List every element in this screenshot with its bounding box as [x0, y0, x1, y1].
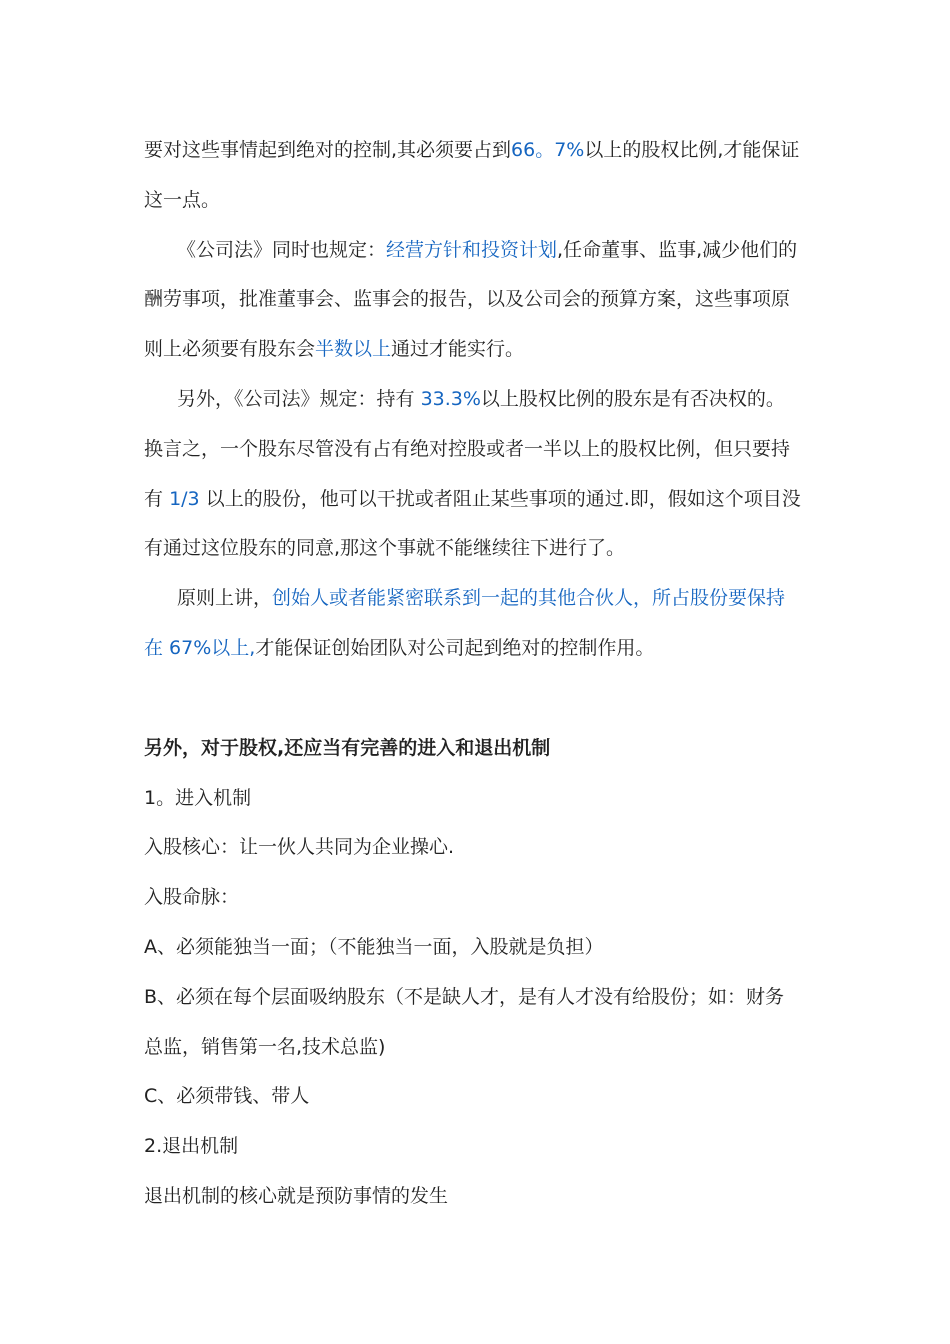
- text: 换言之，一个股东尽管没有占有绝对控股或者一半以上的股权比例，但只要持: [144, 437, 791, 460]
- text: 以上的股份，他可以干扰或者阻止某些事项的通过.即，假如这个项目没: [205, 487, 801, 510]
- text: 则上必须要有股东会: [144, 338, 316, 361]
- text: 1。进入机制: [144, 786, 252, 809]
- spacer: [144, 674, 808, 724]
- section-heading: [144, 724, 808, 774]
- list-item-a: [144, 923, 808, 973]
- text: 原则上讲，: [177, 587, 273, 610]
- text: A、必须能独当一面；（不能独当一面，入股就是负担）: [144, 935, 604, 958]
- entry-lifeline: [144, 873, 808, 923]
- entry-core: [144, 823, 808, 873]
- highlight-text: 创始人或者能紧密联系到一起的其他合伙人，所占股份要保持: [272, 587, 786, 610]
- highlight-text: 1/3: [169, 487, 200, 510]
- exit-mechanism-title: [144, 1122, 808, 1172]
- text: 入股命脉：: [144, 886, 240, 909]
- paragraph-3-line-1: [144, 375, 808, 425]
- paragraph-2-line-3: [144, 325, 808, 375]
- text: 要对这些事情起到绝对的控制,其必须要占到: [144, 139, 512, 161]
- list-item-b-line-1: [144, 973, 808, 1023]
- text: ,任命董事、监事,减少他们的: [557, 238, 798, 261]
- highlight-text: 在 67%以上,: [144, 636, 256, 659]
- text: 通过才能实行。: [391, 338, 525, 361]
- text: 这一点。: [144, 188, 221, 211]
- text: 才能保证创始团队对公司起到绝对的控制作用。: [255, 636, 655, 659]
- text: 以上的股权比例,才能保证: [584, 139, 800, 161]
- list-item-b-line-2: [144, 1023, 808, 1073]
- paragraph-3-line-3: [144, 475, 808, 525]
- paragraph-2-line-2: [144, 275, 808, 325]
- text: 退出机制的核心就是预防事情的发生: [144, 1184, 449, 1207]
- document-page: [144, 126, 808, 1222]
- paragraph-2-line-1: [144, 226, 808, 276]
- paragraph-4-line-1: [144, 574, 808, 624]
- paragraph-1-line-1: [144, 126, 808, 176]
- text: B、必须在每个层面吸纳股东（不是缺人才，是有人才没有给股份；如：财务: [144, 985, 785, 1008]
- text: 入股核心：让一伙人共同为企业操心.: [144, 836, 455, 859]
- highlight-text: 66。7%: [511, 139, 585, 161]
- exit-core: [144, 1172, 808, 1222]
- list-item-c: [144, 1072, 808, 1122]
- highlight-text: 33.3%: [420, 387, 481, 410]
- paragraph-1-line-2: [144, 176, 808, 226]
- text: 总监，销售第一名,技术总监): [144, 1035, 386, 1058]
- highlight-text: 半数以上: [315, 338, 392, 361]
- text: 酬劳事项，批准董事会、监事会的报告，以及公司会的预算方案，这些事项原: [144, 288, 791, 311]
- highlight-text: 经营方针和投资计划: [386, 238, 558, 261]
- heading-text: 另外，对于股权,还应当有完善的进入和退出机制: [144, 736, 551, 759]
- text: C、必须带钱、带人: [144, 1085, 310, 1108]
- text: 有通过这位股东的同意,那这个事就不能继续往下进行了。: [144, 537, 626, 560]
- text: 以上股权比例的股东是有否决权的。: [480, 387, 785, 410]
- text: 另外，《公司法》规定：持有: [177, 387, 415, 410]
- paragraph-3-line-4: [144, 524, 808, 574]
- text: 《公司法》同时也规定：: [177, 238, 387, 261]
- entry-mechanism-title: [144, 774, 808, 824]
- text: 有: [144, 487, 164, 510]
- paragraph-3-line-2: [144, 425, 808, 475]
- paragraph-4-line-2: [144, 624, 808, 674]
- text: 2.退出机制: [144, 1135, 239, 1158]
